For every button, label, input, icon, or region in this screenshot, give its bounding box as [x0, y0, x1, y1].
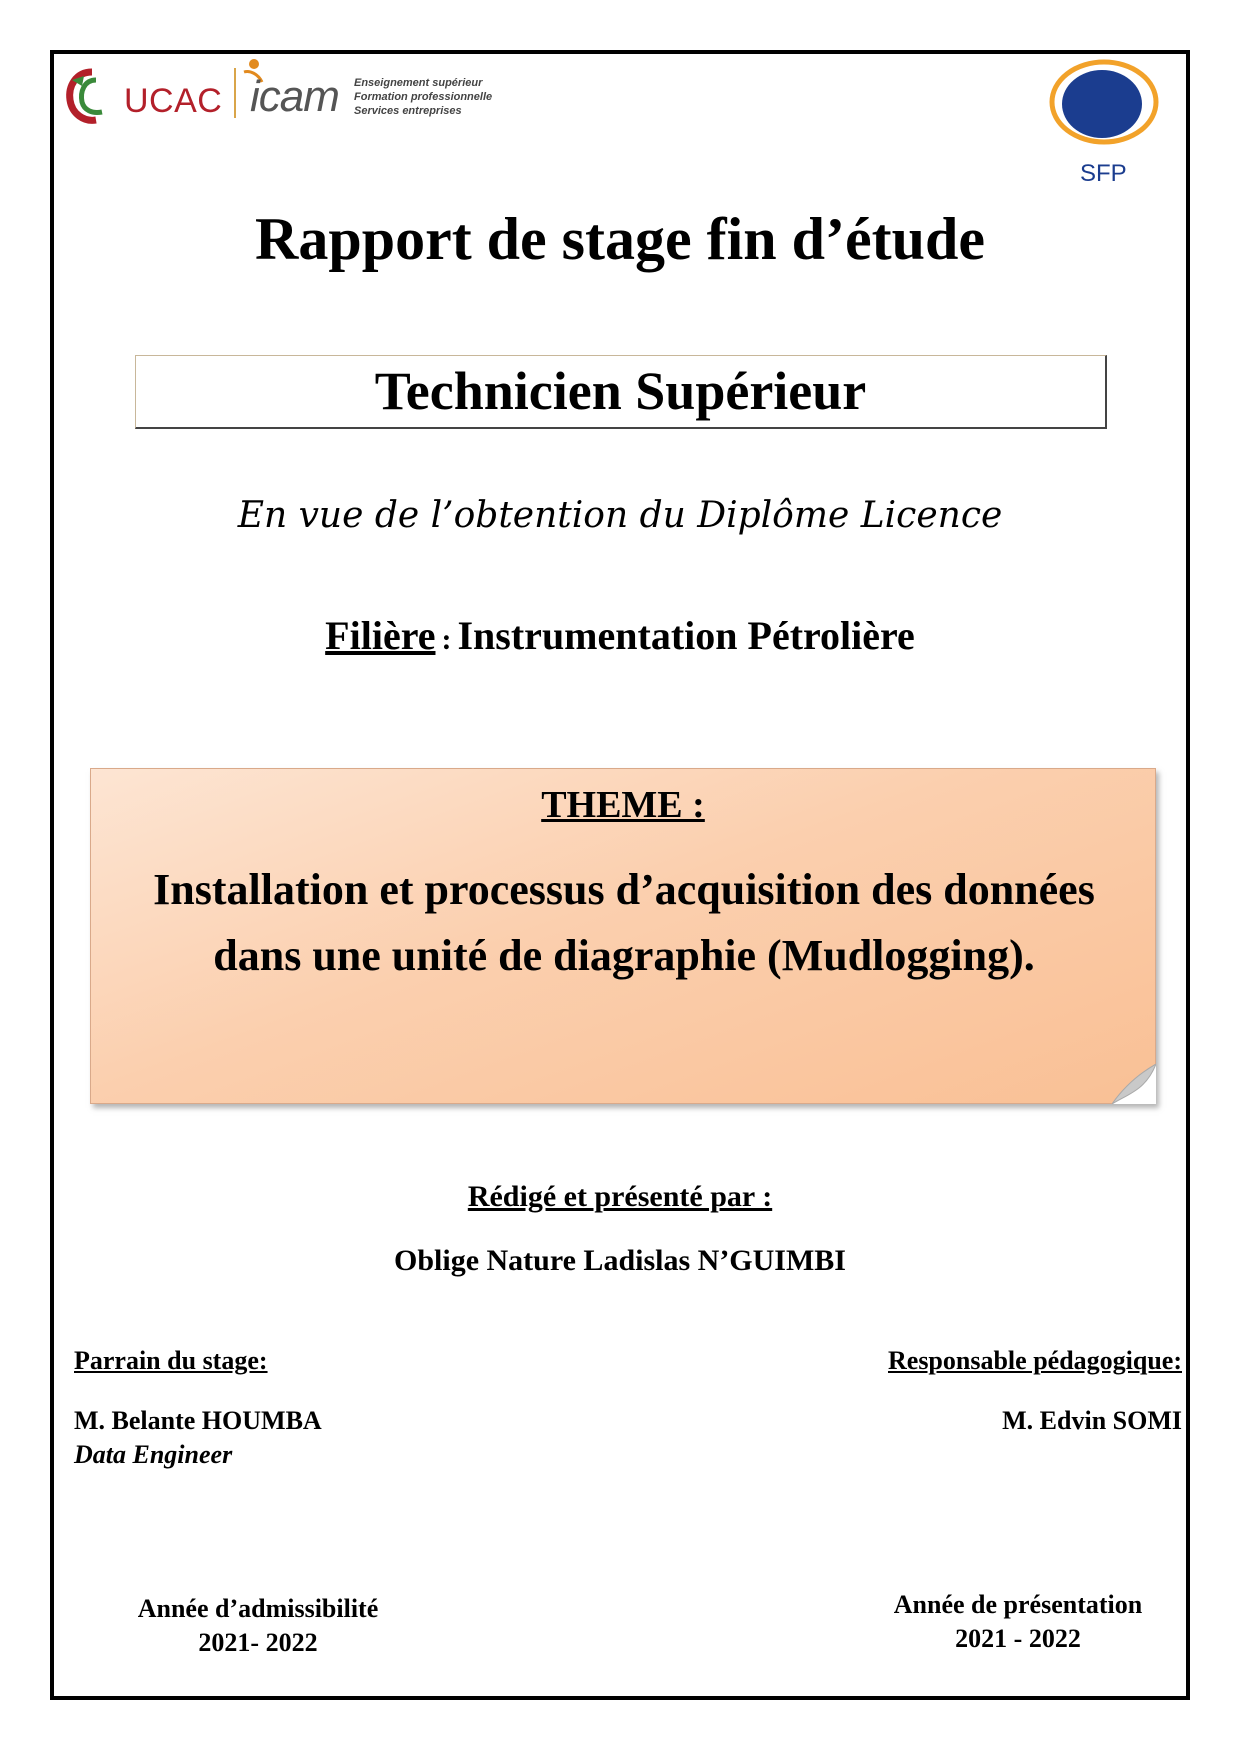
annee-admissibilite-label: Année d’admissibilité: [137, 1594, 379, 1623]
icam-tagline: [354, 76, 492, 118]
sfp-logo-icon: [1032, 56, 1172, 156]
responsable-label: Responsable pédagogique:: [888, 1346, 1182, 1375]
theme-text: Installation et processus d’acquisition des données dans une unité de diagraphie (Mudlogging).: [153, 865, 1095, 980]
filiere-value: Instrumentation Pétrolière: [457, 613, 915, 658]
icam-logo-text: icam: [250, 72, 339, 121]
page-curl-icon: [1112, 1064, 1156, 1104]
logo-divider: [234, 68, 236, 118]
filiere-label: Filière: [325, 613, 436, 658]
theme-label: THEME :: [541, 784, 705, 826]
theme-box: [90, 768, 1156, 1104]
icam-tagline-line: Enseignement supérieur: [354, 77, 483, 89]
parrain-name: M. Belante HOUMBA: [74, 1406, 322, 1435]
report-title: Rapport de stage fin d’étude: [255, 206, 985, 272]
ucac-logo-text: UCAC: [124, 82, 223, 120]
filiere-line: [0, 612, 1240, 659]
institution-logos: [62, 58, 493, 158]
annee-admissibilite: [108, 1592, 408, 1660]
responsable-name: M. Edvin SOMI: [1002, 1406, 1182, 1435]
author-name: Oblige Nature Ladislas N’GUIMBI: [394, 1244, 846, 1277]
parrain-role: Data Engineer: [74, 1440, 233, 1469]
author-label: Rédigé et présenté par :: [467, 1180, 773, 1213]
parrain-label: Parrain du stage:: [74, 1346, 268, 1375]
degree-level-box: Technicien Supérieur: [135, 355, 1107, 429]
filiere-separator: :: [441, 623, 452, 656]
icam-tagline-line: Services entreprises: [354, 105, 462, 117]
ucac-logo-icon: [62, 66, 122, 126]
annee-presentation-value: 2021 - 2022: [955, 1624, 1081, 1653]
sfp-logo: [1032, 56, 1172, 186]
annee-presentation-label: Année de présentation: [893, 1590, 1143, 1619]
sfp-logo-text: SFP: [1080, 160, 1127, 187]
icam-tagline-line: Formation professionnelle: [354, 91, 493, 103]
annee-admissibilite-value: 2021- 2022: [198, 1628, 318, 1657]
diploma-line: En vue de l’obtention du Diplôme Licence: [237, 495, 1003, 536]
annee-presentation: [868, 1588, 1168, 1656]
